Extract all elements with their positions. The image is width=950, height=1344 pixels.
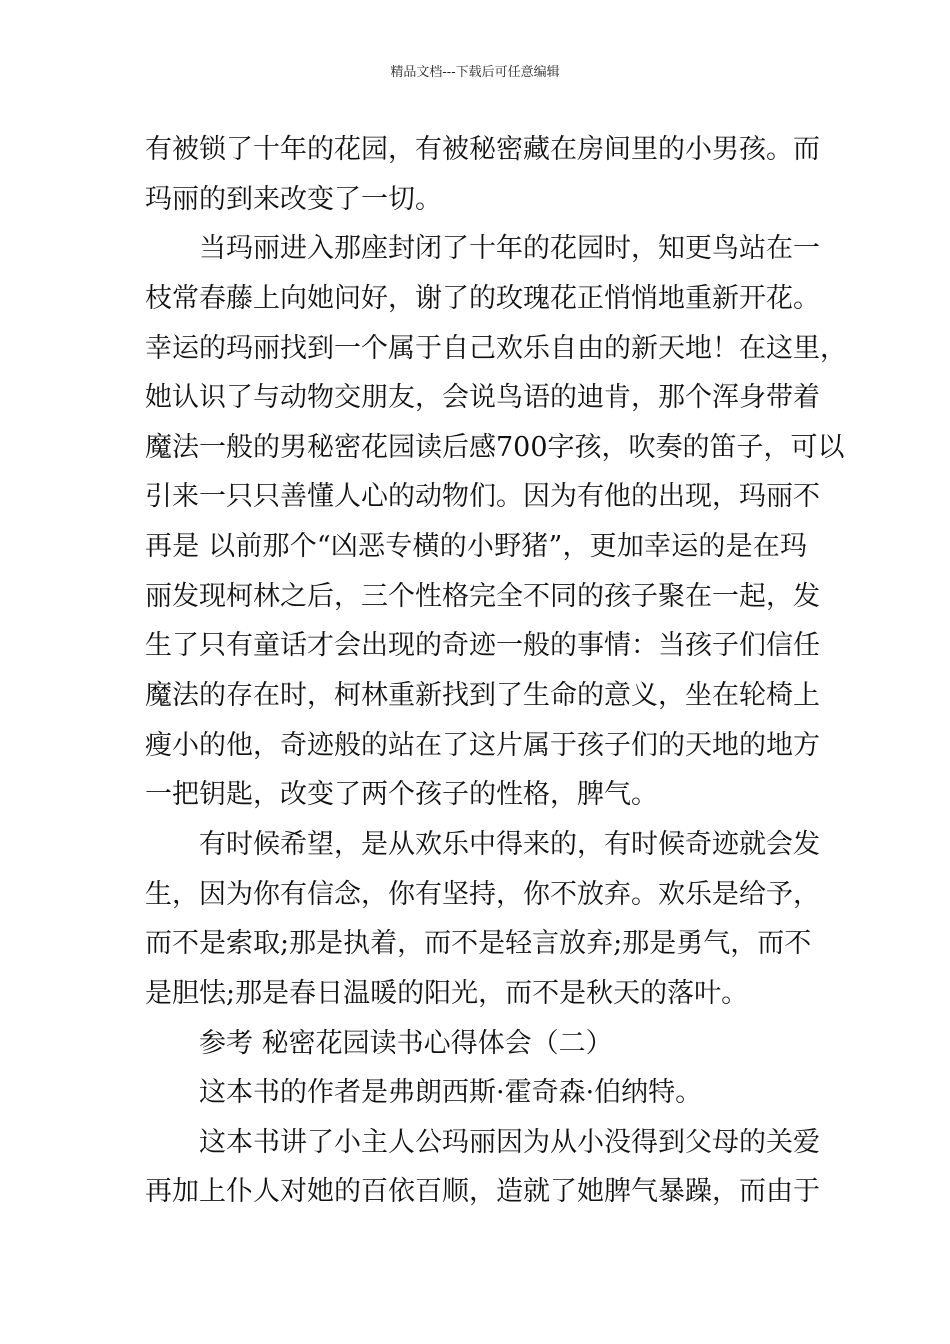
text-line: 当玛丽进入那座封闭了十年的花园时，知更鸟站在一: [199, 233, 820, 265]
text-line: 枝常春藤上向她问好，谢了的玫瑰花正悄悄地重新开花。: [145, 282, 820, 314]
text-line: 魔法一般的男秘密花园读后感700字孩，吹奏的笛子，可以: [145, 431, 845, 463]
text-line: 有时候希望，是从欢乐中得来的，有时候奇迹就会发: [199, 828, 820, 860]
text-line: 丽发现柯林之后，三个性格完全不同的孩子聚在一起，发: [145, 580, 820, 612]
text-line: 她认识了与动物交朋友，会说鸟语的迪肯，那个浑身带着: [145, 382, 820, 414]
text-line: 魔法的存在时，柯林重新找到了生命的意义，坐在轮椅上: [145, 680, 820, 712]
text-line: 而不是索取;那是执着，而不是轻言放弃;那是勇气，而不: [145, 928, 812, 960]
text-line: 有被锁了十年的花园，有被秘密藏在房间里的小男孩。而: [145, 134, 820, 165]
text-line: 一把钥匙，改变了两个孩子的性格，脾气。: [145, 779, 658, 811]
text-line: 玛丽的到来改变了一切。: [145, 183, 442, 215]
text-line: 瘦小的他，奇迹般的站在了这片属于孩子们的天地的地方: [145, 729, 820, 761]
text-line: 参考 秘密花园读书心得体会（二）: [199, 1027, 613, 1059]
text-line: 再是 以前那个“凶恶专横的小野猪”，更加幸运的是在玛: [145, 531, 807, 563]
text-line: 生，因为你有信念，你有坚持，你不放弃。欢乐是给予，: [145, 878, 820, 910]
text-line: 再加上仆人对她的百依百顺，造就了她脾气暴躁，而由于: [145, 1176, 820, 1208]
text-line: 引来一只只善懂人心的动物们。因为有他的出现，玛丽不: [145, 481, 820, 513]
text-line: 这本书讲了小主人公玛丽因为从小没得到父母的关爱: [199, 1126, 820, 1158]
text-line: 是胆怯;那是春日温暖的阳光，而不是秋天的落叶。: [145, 977, 749, 1009]
text-line: 这本书的作者是弗朗西斯·霍奇森·伯纳特。: [199, 1077, 703, 1109]
text-line: 生了只有童话才会出现的奇迹一般的事情：当孩子们信任: [145, 630, 820, 662]
page-header: 精品文档---下载后可任意编辑: [390, 65, 560, 80]
text-line: 幸运的玛丽找到一个属于自己欢乐自由的新天地！在这里，: [145, 332, 847, 364]
document-body: [145, 125, 847, 1217]
